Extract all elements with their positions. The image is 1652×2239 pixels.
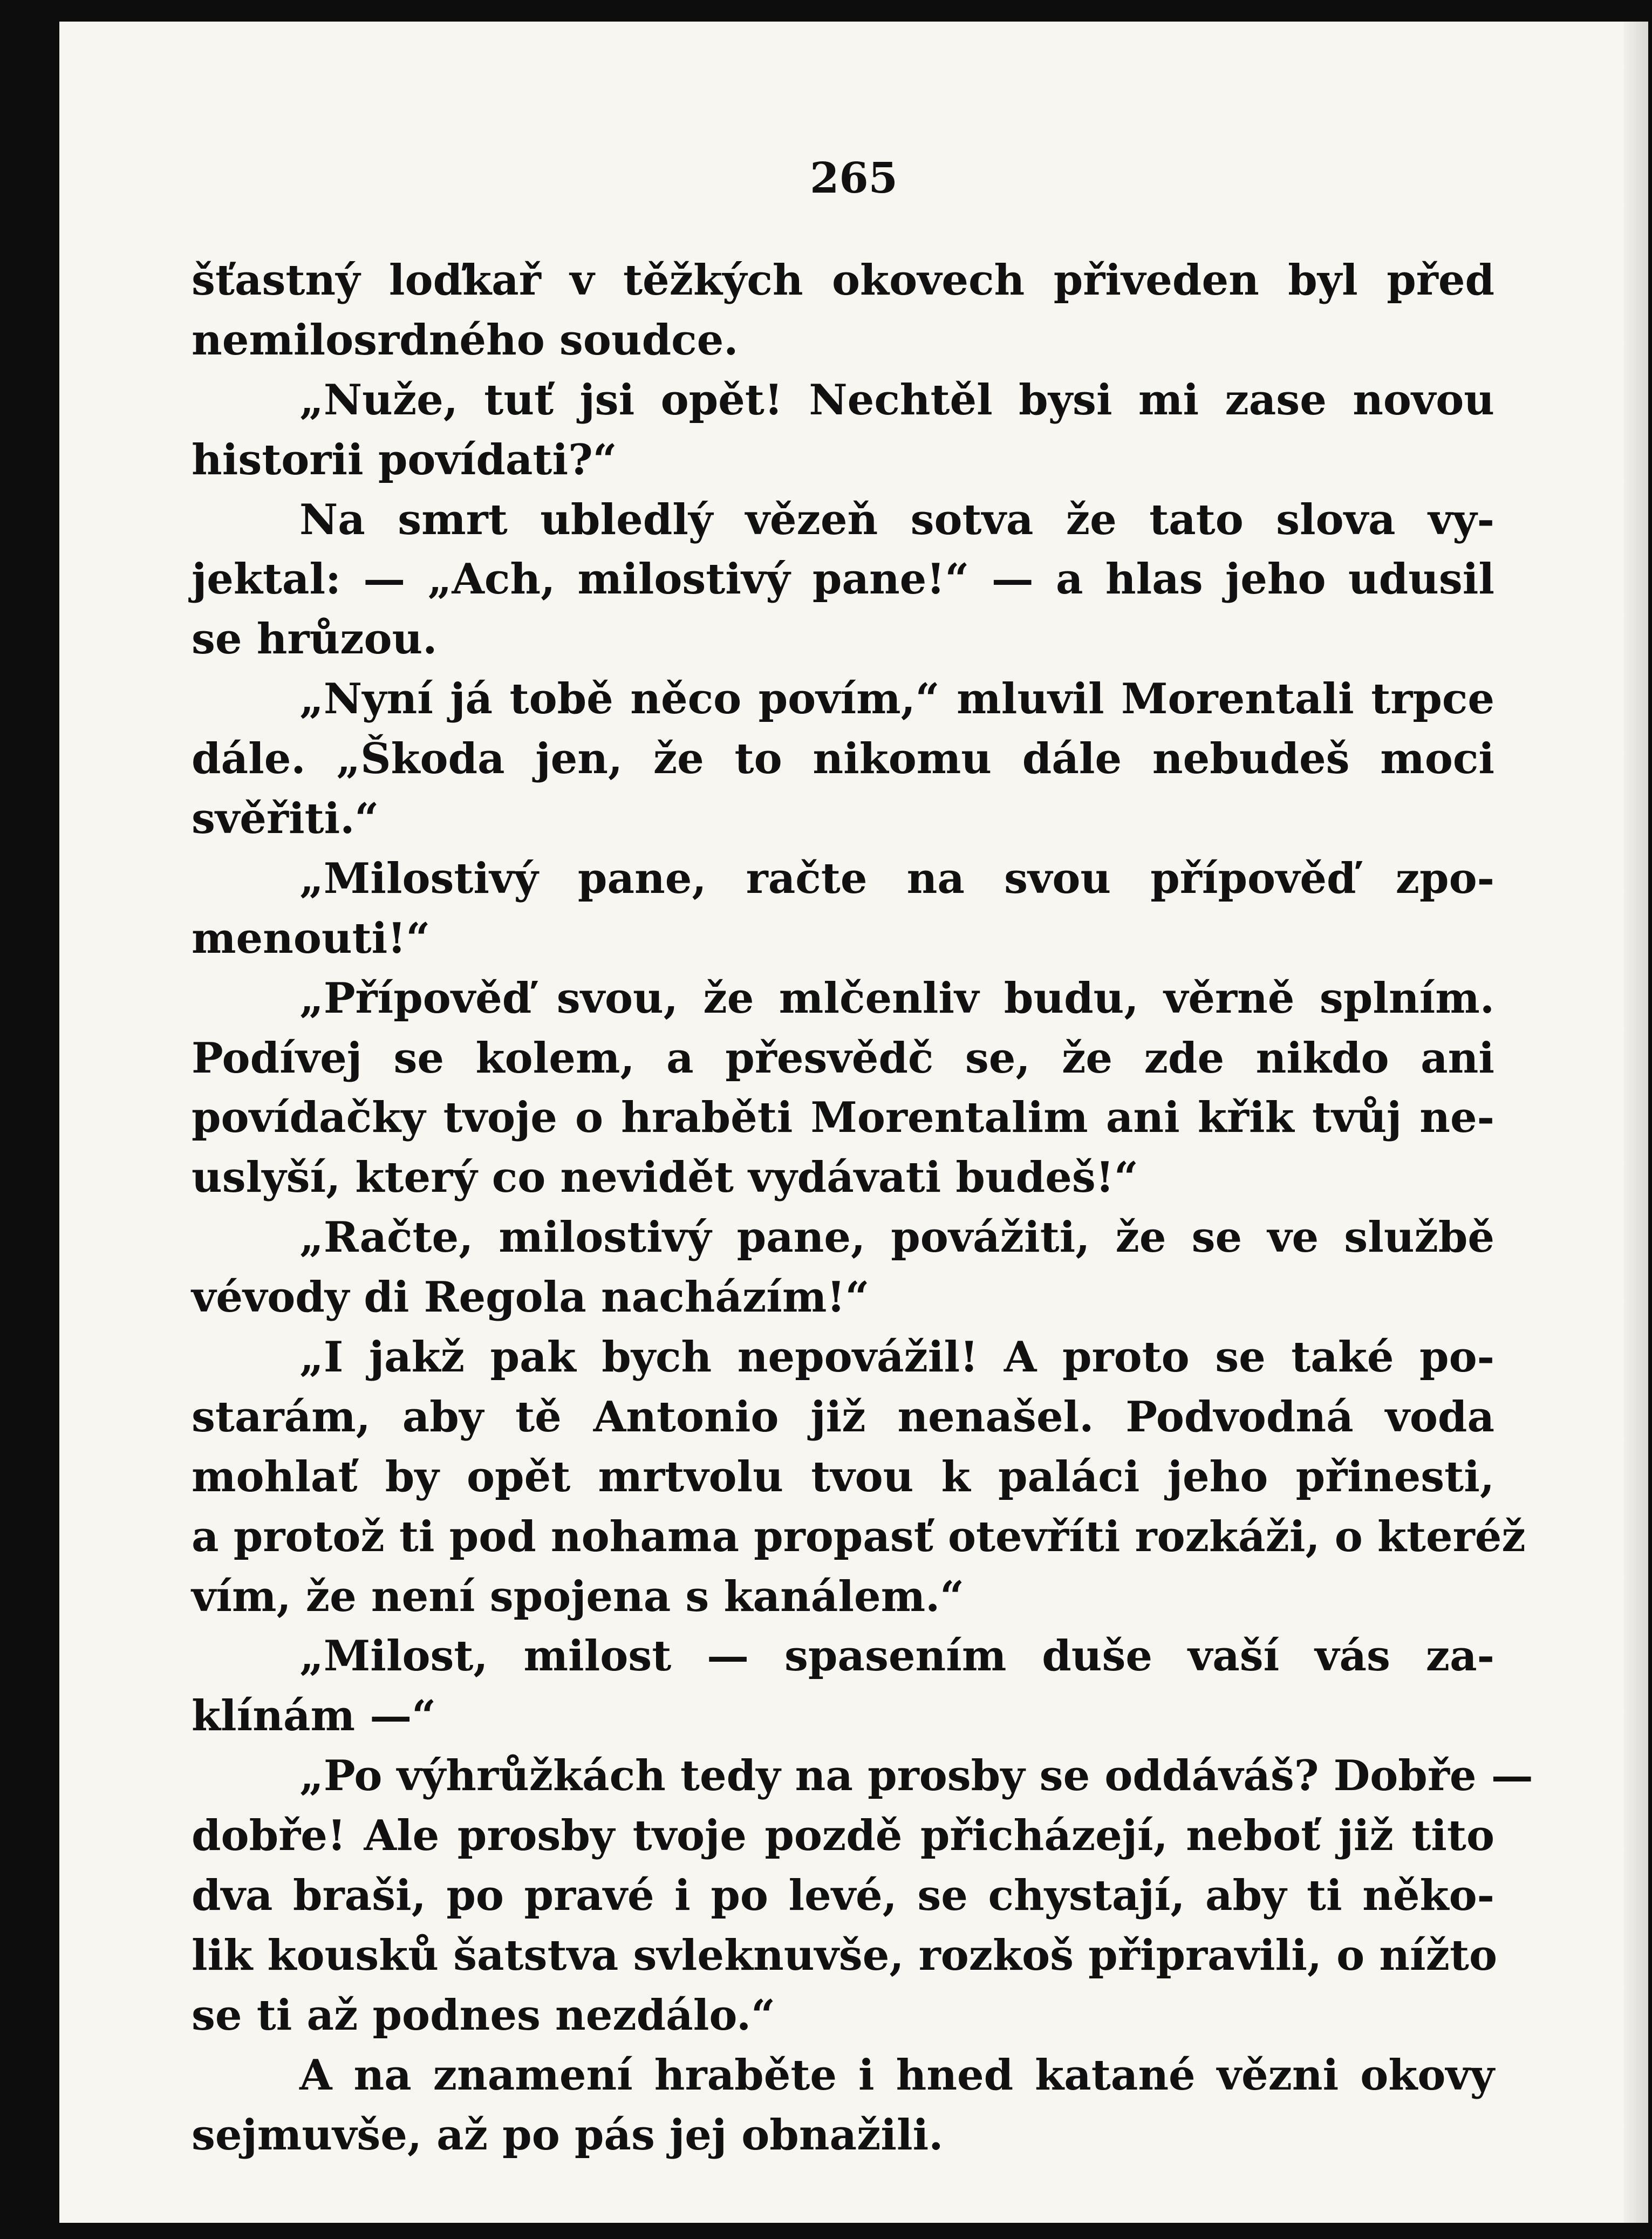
text-line: lik kousků šatstva svleknuvše, rozkoš připravili, o nížto: [192, 1930, 1498, 1980]
text-line: menouti!“: [192, 913, 431, 963]
text-line: „Nyní já tobě něco povím,“ mluvil Morentali trpce: [299, 674, 1494, 724]
text-line: dva braši, po pravé i po levé, se chystají, aby ti něko-: [192, 1871, 1494, 1921]
text-line: „Nuže, tuť jsi opět! Nechtěl bysi mi zase novou: [299, 375, 1494, 425]
text-line: „Račte, milostivý pane, povážiti, že se ve službě: [299, 1213, 1494, 1262]
text-line: povídačky tvoje o hraběti Morentalim ani křik tvůj ne-: [192, 1093, 1494, 1143]
text-line: klínám —“: [192, 1691, 436, 1741]
text-line: „Milostivý pane, račte na svou přípověď zpo-: [299, 854, 1494, 903]
text-line: A na znamení hraběte i hned katané vězni okovy: [299, 2050, 1494, 2100]
text-line: „Po výhrůžkách tedy na prosby se oddáváš? Dobře —: [299, 1751, 1533, 1801]
body-text: [192, 251, 1533, 2166]
page-edge-shadow: [1624, 22, 1648, 2223]
text-line: starám, aby tě Antonio již nenašel. Podvodná voda: [192, 1392, 1494, 1442]
text-line: mohlať by opět mrtvolu tvou k paláci jeho přinesti,: [192, 1452, 1494, 1501]
text-line: historii povídati?“: [192, 435, 617, 484]
text-line: jektal: — „Ach, milostivý pane!“ — a hlas jeho udusil: [192, 555, 1494, 604]
text-line: dále. „Škoda jen, že to nikomu dále nebudeš moci: [192, 734, 1494, 784]
text-line: „Přípověď svou, že mlčenliv budu, věrně splním.: [299, 973, 1494, 1023]
text-line: a protož ti pod nohama propasť otevříti rozkáži, o kteréž: [192, 1512, 1526, 1561]
text-line: uslyší, který co nevidět vydávati budeš!“: [192, 1153, 1138, 1203]
text-line: šťastný loďkař v těžkých okovech přiveden byl před: [192, 256, 1494, 305]
text-line: nemilosrdného soudce.: [192, 315, 739, 365]
text-line: Na smrt ubledlý vězeň sotva že tato slova vy-: [299, 495, 1494, 544]
text-line: se ti až podnes nezdálo.“: [192, 1990, 776, 2040]
page-number: 265: [810, 154, 898, 203]
text-line: vévody di Regola nacházím!“: [192, 1273, 870, 1322]
book-page: [59, 22, 1648, 2223]
text-line: se hrůzou.: [192, 615, 438, 664]
text-line: vím, že není spojena s kanálem.“: [192, 1572, 965, 1621]
text-line: „I jakž pak bych nepovážil! A proto se také po-: [299, 1333, 1494, 1382]
text-line: svěřiti.“: [192, 794, 379, 844]
text-line: sejmuvše, až po pás jej obnažili.: [192, 2110, 944, 2160]
text-line: „Milost, milost — spasením duše vaší vás za-: [299, 1632, 1494, 1681]
text-line: Podívej se kolem, a přesvědč se, že zde nikdo ani: [192, 1033, 1494, 1083]
text-line: dobře! Ale prosby tvoje pozdě přicházejí, neboť již tito: [192, 1811, 1494, 1861]
